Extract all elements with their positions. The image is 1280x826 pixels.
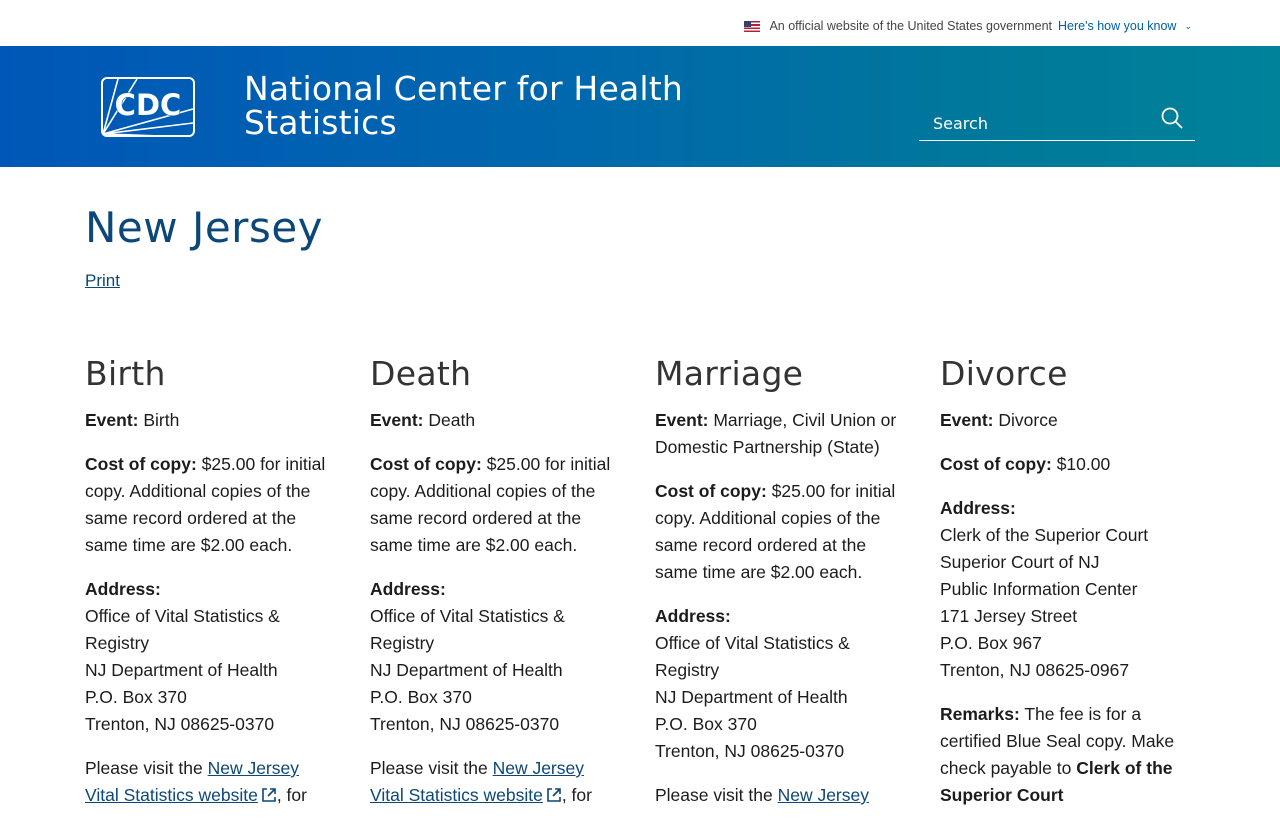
- event-row: Event: Marriage, Civil Union or Domestic Partnership (State): [655, 410, 897, 457]
- address-block: Address: Office of Vital Statistics & Registry NJ Department of Health P.O. Box 370 Trenton, NJ 08625-0370: [85, 579, 280, 734]
- nj-vital-statistics-link[interactable]: New Jersey Vital Statistics website: [85, 758, 299, 805]
- column-death: [370, 353, 655, 826]
- address-block: Address: Clerk of the Superior Court Superior Court of NJ Public Information Center 171 Jersey Street P.O. Box 967 Trenton, NJ 08625-0967: [940, 498, 1149, 680]
- site-header: [0, 46, 1280, 167]
- cost-row: Cost of copy: $25.00 for initial copy. Additional copies of the same record ordered at the same time are $2.00 each.: [85, 454, 326, 555]
- visit-row: Please visit the New Jersey Vital Statistics website , for: [370, 758, 592, 805]
- column-birth: [85, 353, 370, 826]
- site-title[interactable]: National Center for Health Statistics: [244, 69, 683, 142]
- column-heading: Marriage: [655, 354, 804, 393]
- column-heading: Birth: [85, 354, 166, 393]
- cdc-logo[interactable]: [101, 77, 195, 137]
- event-row: Event: Death: [370, 410, 476, 430]
- svg-text:CDC: CDC: [114, 88, 182, 122]
- external-link-icon: [261, 787, 277, 803]
- page-title: New Jersey: [85, 203, 324, 252]
- gov-banner-text: An official website of the United States government: [769, 19, 1053, 33]
- cost-row: Cost of copy: $25.00 for initial copy. Additional copies of the same record ordered at the same time are $2.00 each.: [655, 481, 896, 582]
- address-block: Address: Office of Vital Statistics & Registry NJ Department of Health P.O. Box 370 Trenton, NJ 08625-0370: [370, 579, 565, 734]
- main-content: [85, 167, 1195, 805]
- nj-vital-statistics-link[interactable]: New Jersey Vital Statistics website: [370, 758, 584, 805]
- record-columns: [85, 353, 1225, 826]
- print-link[interactable]: Print: [85, 271, 120, 290]
- external-link-icon: [546, 787, 562, 803]
- nj-vital-statistics-link[interactable]: New Jersey: [777, 785, 869, 805]
- search-input[interactable]: [919, 101, 1149, 139]
- column-heading: Divorce: [940, 354, 1068, 393]
- gov-banner: [0, 0, 1280, 46]
- us-flag-icon: [744, 21, 760, 32]
- cost-row: Cost of copy: $25.00 for initial copy. Additional copies of the same record ordered at the same time are $2.00 each.: [370, 454, 611, 555]
- search-icon: [1160, 106, 1184, 130]
- column-marriage: [655, 353, 940, 826]
- heres-how-you-know-link[interactable]: Here's how you know: [1058, 19, 1177, 33]
- visit-row: Please visit the New Jersey: [655, 785, 869, 805]
- remarks-row: Remarks: The fee is for a certified Blue Seal copy. Make check payable to Clerk of the Superior Court: [940, 704, 1175, 805]
- event-row: Event: Divorce: [940, 410, 1058, 430]
- address-block: Address: Office of Vital Statistics & Registry NJ Department of Health P.O. Box 370 Trenton, NJ 08625-0370: [655, 606, 850, 761]
- event-row: Event: Birth: [85, 410, 180, 430]
- visit-row: Please visit the New Jersey Vital Statistics website , for: [85, 758, 307, 805]
- chevron-down-icon[interactable]: ⌄: [1184, 20, 1192, 31]
- column-heading: Death: [370, 354, 472, 393]
- search-button[interactable]: [1159, 106, 1185, 132]
- column-divorce: [940, 353, 1225, 826]
- search-bar: [919, 101, 1195, 141]
- cost-row: Cost of copy: $10.00: [940, 454, 1111, 474]
